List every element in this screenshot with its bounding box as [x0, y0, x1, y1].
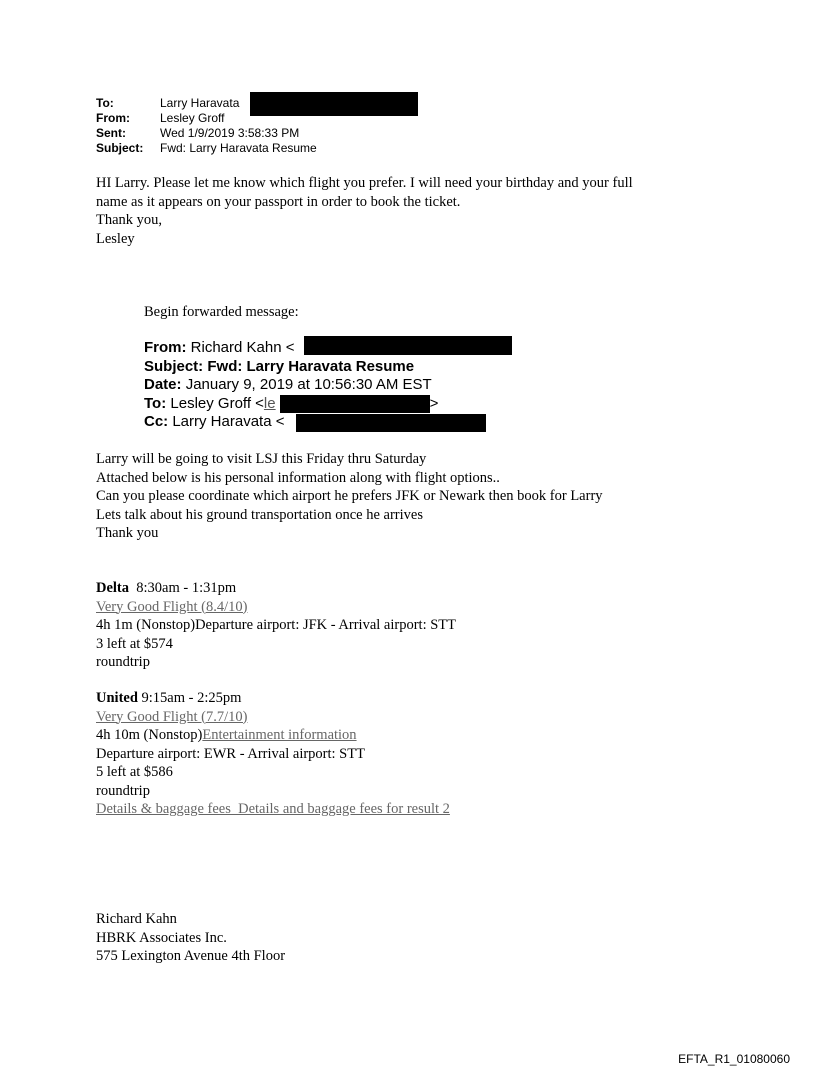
subject-label: Subject: [96, 141, 144, 155]
fwd-cc-label: Cc: [144, 413, 169, 430]
flight-trip-type: roundtrip [96, 654, 150, 670]
signature-address: 575 Lexington Avenue 4th Floor [96, 948, 286, 964]
message-line: Thank you, [96, 212, 163, 228]
sent-label: Sent: [96, 126, 126, 140]
to-value: Larry Haravata [160, 96, 240, 110]
flight-airline: United [96, 690, 138, 706]
signature-company: HBRK Associates Inc. [96, 929, 227, 946]
fwd-to-label: To: [144, 394, 167, 412]
fwd-date-value: January 9, 2019 at 10:56:30 AM EST [185, 376, 432, 393]
flight-seats: 5 left at $586 [96, 764, 173, 780]
from-label: From: [96, 111, 130, 125]
flight-airports: Departure airport: EWR - Arrival airport: STT [96, 745, 365, 762]
flight-trip-type: roundtrip [96, 782, 150, 799]
flight-duration: 4h 10m (Nonstop) [96, 727, 203, 743]
flight-duration-row [96, 726, 357, 745]
message-line: HI Larry. Please let me know which flight you prefer. I will need your birthday and your full [96, 175, 633, 191]
document-id: EFTA_R1_01080060 [678, 1052, 790, 1066]
flight-seats: 3 left at $574 [96, 635, 173, 652]
fwd-date-label: Date: [144, 376, 182, 393]
fwd-subject-row [144, 358, 414, 377]
fwd-to-close: > [429, 394, 439, 412]
to-label: To: [96, 96, 114, 110]
flight-united-title [96, 689, 241, 708]
entertainment-info-link[interactable]: Entertainment information [202, 727, 357, 743]
fwd-from-value: Richard Kahn < [190, 339, 295, 356]
body-line: Lets talk about his ground transportation once he arrives [96, 506, 423, 523]
fwd-date-row [144, 376, 432, 395]
body-line: Can you please coordinate which airport he prefers JFK or Newark then book for Larry [96, 488, 603, 504]
redaction-box [280, 395, 430, 413]
flight-rating-link[interactable]: Very Good Flight (8.4/10) [96, 598, 248, 615]
details-baggage-link[interactable]: Details & baggage fees Details and baggage fees for result 2 [96, 801, 450, 817]
fwd-subject-value: Fwd: Larry Haravata Resume [207, 357, 415, 375]
message-line: Lesley [96, 230, 135, 247]
body-line: Attached below is his personal information along with flight options.. [96, 469, 500, 486]
redaction-box [304, 336, 512, 355]
fwd-to-email-link[interactable]: le [263, 394, 276, 412]
signature-name: Richard Kahn [96, 911, 177, 927]
fwd-subject-label: Subject: [144, 357, 204, 375]
message-line: name as it appears on your passport in order to book the ticket. [96, 193, 461, 210]
fwd-from-label: From: [144, 339, 187, 356]
flight-rating-link[interactable]: Very Good Flight (7.7/10) [96, 708, 248, 725]
redaction-box [250, 92, 418, 116]
fwd-cc-value: Larry Haravata < [172, 413, 285, 430]
flight-duration: 4h 1m (Nonstop)Departure airport: JFK - Arrival airport: STT [96, 617, 457, 633]
flight-time: 9:15am - 2:25pm [141, 690, 242, 706]
body-line: Thank you [96, 525, 159, 541]
fwd-cc-row [144, 413, 284, 432]
subject-value: Fwd: Larry Haravata Resume [160, 141, 317, 155]
fwd-to-value: Lesley Groff < [170, 394, 264, 412]
redaction-box [296, 414, 486, 432]
body-line: Larry will be going to visit LSJ this Friday thru Saturday [96, 451, 427, 467]
flight-airline: Delta [96, 580, 130, 596]
sent-value: Wed 1/9/2019 3:58:33 PM [160, 126, 300, 140]
forward-intro: Begin forwarded message: [144, 304, 299, 320]
fwd-from-row [144, 339, 295, 358]
flight-time: 8:30am - 1:31pm [136, 580, 237, 596]
from-value: Lesley Groff [160, 111, 225, 125]
flight-delta-title [96, 579, 236, 598]
